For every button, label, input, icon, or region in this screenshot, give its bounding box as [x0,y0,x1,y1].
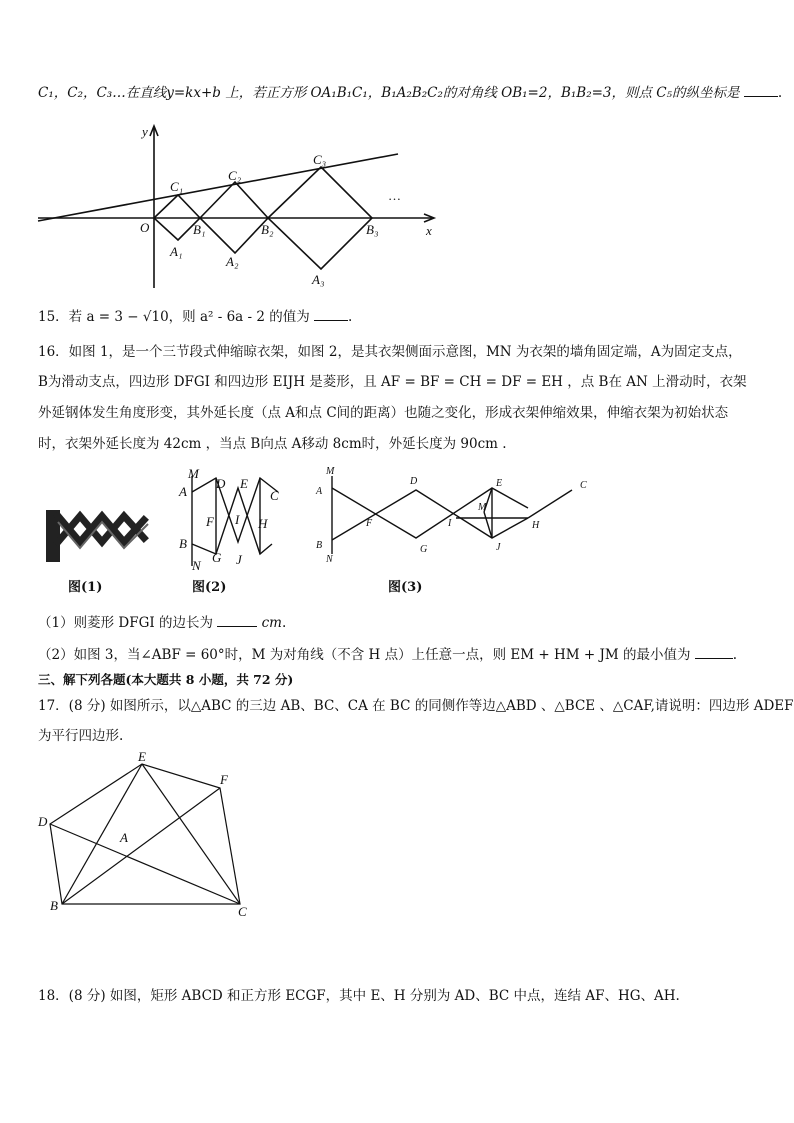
figure-16-1-rack-photo [44,498,156,568]
line-ykxb [38,154,398,221]
figure-q14-squares [30,118,450,298]
q16-2-line [38,644,737,665]
label-O: O [140,220,150,235]
q17-line-2: 为平行四边形. [38,728,124,744]
fig17-E: E [138,749,146,764]
q18-line: 18．(8 分) 如图，矩形 ABCD 和正方形 ECGF，其中 E、H 分别为 AD、BC 中点，连结 AF、HG、AH. [38,988,680,1004]
q16-line-4: 时，衣架外延长度为 42cm ，当点 B向点 A移动 8cm时，外延长度为 90cm . [38,436,507,452]
q16-line-3: 外延钢体发生角度形变，其外延长度（点 A和点 C间的距离）也随之变化，形成衣架伸缩效果，伸缩衣架为初始状态 [38,405,729,421]
q16-2-text: （2）如图 3，当∠ABF = 60°时，M 为对角线（不含 H 点）上任意一点，则 EM + HM + JM 的最小值为 [38,647,691,663]
fig3-B: B [316,540,323,551]
label-C3: C₃ [313,152,327,167]
label-A3: A₃ [312,272,325,287]
fig17-B: B [50,898,58,913]
fig3-A: A [316,486,323,497]
fig3-H: H [532,520,540,531]
fig3-zigzag-lower [332,490,528,540]
fig3-M: M [326,466,335,477]
q14-end: . [777,85,783,101]
caption-fig1: 图(1) [68,580,103,595]
q15-line [38,306,352,327]
fig2-D: D [216,476,226,491]
segment-FB [62,788,220,904]
fig3-zigzag-upper [332,488,528,538]
q16-1-text: （1）则菱形 DFGI 的边长为 [38,615,213,631]
fig2-M: M [188,466,199,481]
fig3-C: C [580,480,587,491]
q16-1-line [38,612,286,633]
label-C1: C₁ [170,179,184,194]
fig2-F: F [206,514,214,529]
q16-line-1: 16．如图 1，是一个三节段式伸缩晾衣架，如图 2，是其衣架侧面示意图，MN 为衣架的墙角固定端，A为固定支点， [38,344,742,360]
fig2-N: N [192,558,201,573]
figure-17-triangles [30,748,270,923]
fig3-segment-HC [528,490,572,518]
q16-line-2: B为滑动支点，四边形 DFGI 和四边形 EIJH 是菱形，且 AF = BF = CH = DF = EH ，点 B在 AN 上滑动时，衣架 [38,374,747,390]
fig3-D: D [410,476,418,487]
q16-2-answer-blank[interactable] [695,644,733,659]
fig3-I: I [448,518,452,529]
fig3-J: J [496,542,501,553]
label-y: y [142,124,148,139]
fig2-B: B [179,536,187,551]
label-dots: … [388,188,401,203]
fig3-F: F [366,518,373,529]
label-B2: B₂ [261,222,274,237]
label-A1: A₁ [170,244,183,259]
q16-1-unit: cm [261,615,282,631]
q15-answer-blank[interactable] [314,306,348,321]
fig17-D: D [38,814,48,829]
fig2-J: J [236,552,242,567]
caption-fig3: 图(3) [388,580,423,595]
q16-1-answer-blank[interactable] [217,612,257,627]
fig3-M-inner: M [478,502,487,513]
fig2-I: I [235,512,240,527]
q14-text-line [38,82,782,103]
q14-answer-blank[interactable] [744,82,778,97]
fig17-C: C [238,904,247,919]
fig17-A: A [120,830,128,845]
label-C2: C₂ [228,168,242,183]
fig2-zigzag-top [192,478,278,542]
section-3-heading: 三、解下列各题(本大题共 8 小题，共 72 分) [38,672,294,687]
label-A2: A₂ [226,254,239,269]
fig2-G: G [212,550,222,565]
fig2-H: H [258,516,268,531]
fig3-N: N [326,554,333,565]
label-B3: B₃ [366,222,379,237]
fig2-A: A [179,484,187,499]
q15-text: 15．若 a = 3 − √10，则 a² - 6a - 2 的值为 [38,309,310,325]
fig2-C: C [270,488,279,503]
fig2-E: E [240,476,248,491]
fig3-E: E [496,478,503,489]
fig3-G: G [420,544,428,555]
q14-text: C₁，C₂，C₃…在直线y=kx+b 上，若正方形 OA₁B₁C₁，B₁A₂B₂C₂的对角线 OB₁=2，B₁B₂=3，则点 C₅的纵坐标是 [38,85,740,101]
label-x: x [426,223,432,238]
caption-fig2: 图(2) [192,580,227,595]
q16-2-end: . [732,647,738,663]
label-B1: B₁ [193,222,206,237]
outer-pentagon [50,764,240,904]
figure-16-2-rack-schematic [174,466,292,576]
q17-line-1: 17．(8 分) 如图所示，以△ABC 的三边 AB、BC、CA 在 BC 的同侧作等边△ABD 、△BCE 、△CAF,请说明：四边形 ADEF [38,698,794,714]
figure-16-3-rack-diagram [312,462,602,570]
q15-end: . [348,309,353,325]
q16-1-end: . [281,615,287,631]
fig17-F: F [220,772,228,787]
